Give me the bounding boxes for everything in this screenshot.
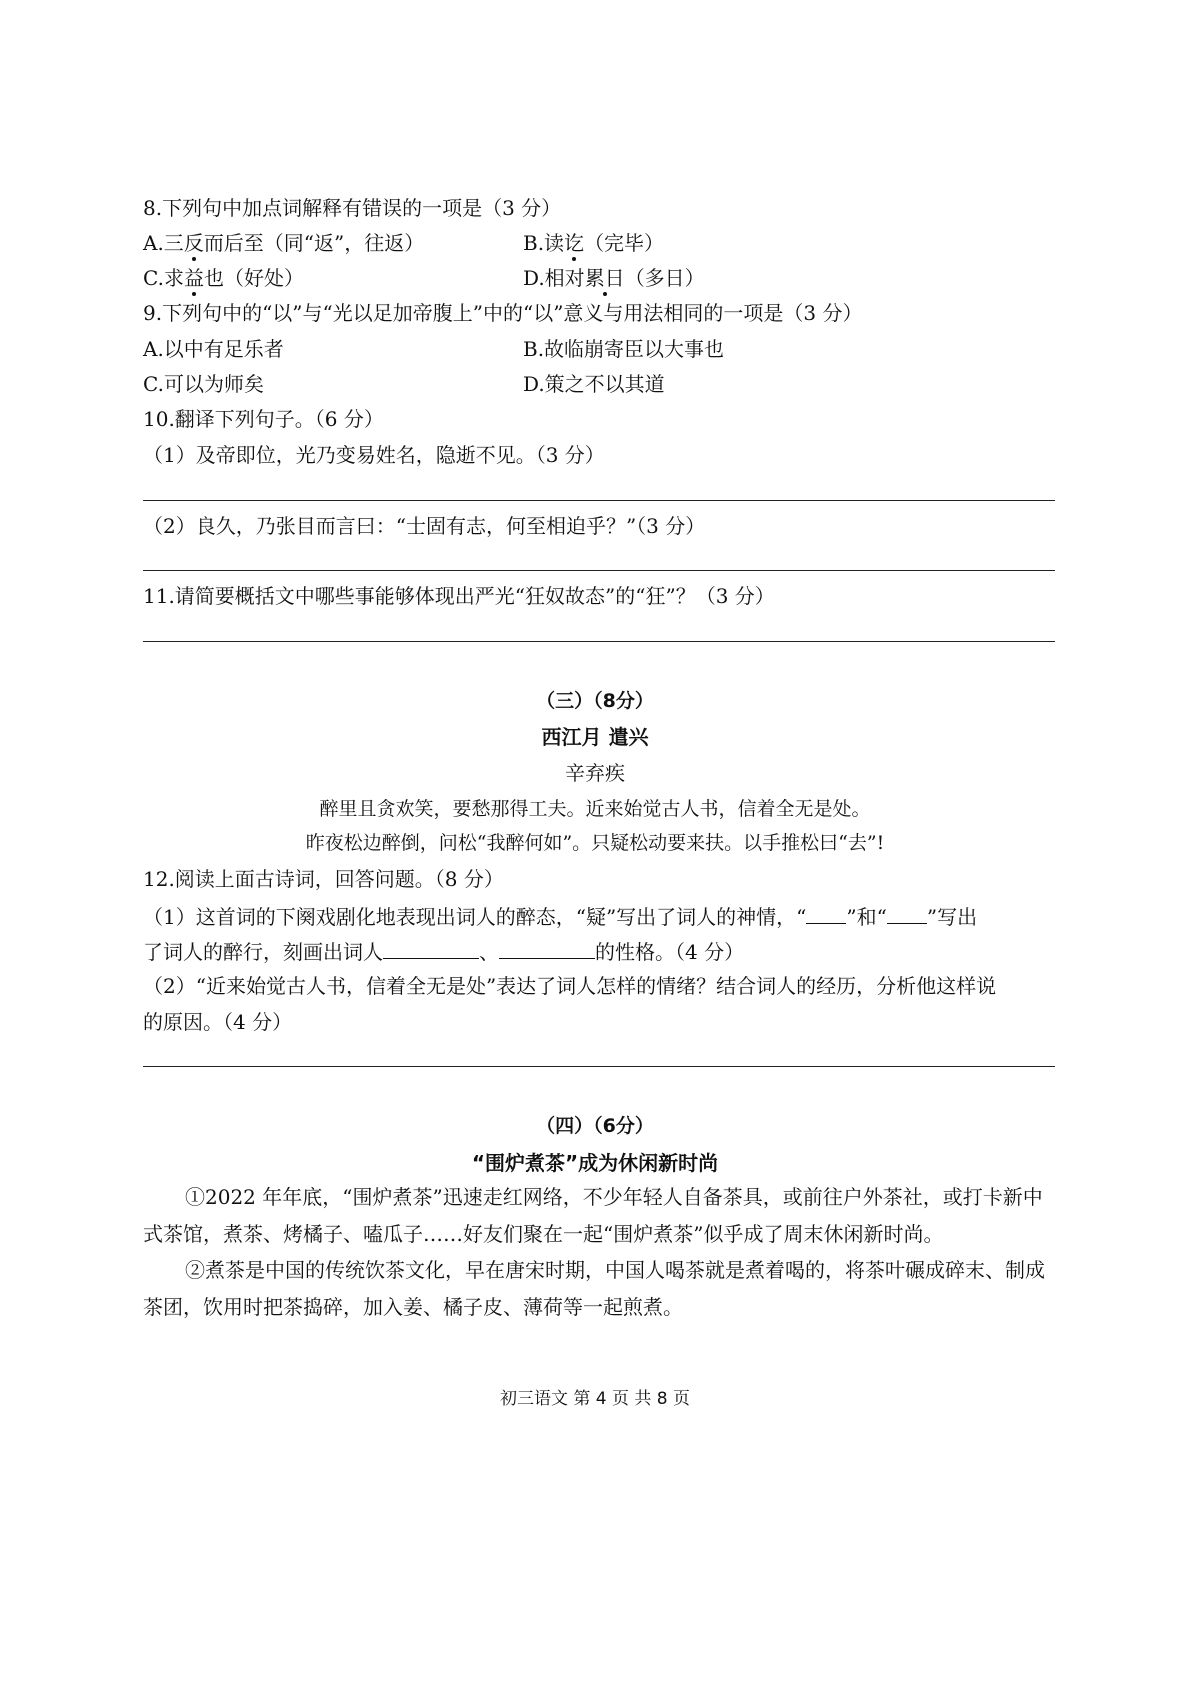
- q11-stem: 11.请简要概括文中哪些事能够体现出严光“狂奴故态”的“狂”？（3 分）: [143, 584, 775, 608]
- poem-title: 西江月 遣兴: [541, 725, 649, 749]
- answer-line[interactable]: [143, 641, 1055, 642]
- fill-blank[interactable]: [499, 940, 595, 959]
- poem-line-2: 昨夜松边醉倒，问松“我醉何如”。只疑松动要来扶。以手推松曰“去”!: [305, 832, 885, 854]
- q12-part-1-line-1: （1）这首词的下阕戏剧化地表现出词人的醉态，“疑”写出了词人的神情，“ ”和“ ”写出: [143, 905, 978, 929]
- q12-part-1-line-2: 了词人的醉行，刻画出词人 、 的性格。（4 分）: [143, 940, 745, 964]
- section-4-heading: （四）（6分）: [536, 1115, 654, 1137]
- dotted-word: 讫: [564, 231, 585, 255]
- q8-option-d: D.相对累日（多日）: [523, 266, 705, 290]
- section-3-heading: （三）（8分）: [536, 690, 654, 712]
- article-paragraph-2: ②煮茶是中国的传统饮茶文化，早在唐宋时期，中国人喝茶就是煮着喝的，将茶叶碾成碎末、制成茶团，饮用时把茶捣碎，加入姜、橘子皮、薄荷等一起煎煮。: [143, 1258, 1045, 1319]
- q10-stem: 10.翻译下列句子。（6 分）: [143, 407, 384, 431]
- poem-author: 辛弃疾: [565, 761, 625, 785]
- q12-part-2-line-1: （2）“近来始觉古人书，信着全无是处”表达了词人怎样的情绪？结合词人的经历，分析他这样说: [143, 974, 997, 998]
- article-title: “围炉煮茶”成为休闲新时尚: [471, 1151, 719, 1175]
- fill-blank[interactable]: [806, 905, 846, 924]
- dotted-word: 累日: [584, 266, 625, 290]
- q8-stem: 8.下列句中加点词解释有错误的一项是（3 分）: [143, 196, 562, 220]
- answer-line[interactable]: [143, 570, 1055, 571]
- poem-line-1: 醉里且贪欢笑，要愁那得工夫。近来始觉古人书，信着全无是处。: [319, 798, 871, 820]
- answer-line[interactable]: [143, 1066, 1055, 1067]
- q8-option-a: A.三反而后至（同“返”，往返）: [143, 231, 425, 255]
- article-paragraph-1: ①2022 年年底，“围炉煮茶”迅速走红网络，不少年轻人自备茶具，或前往户外茶社，或打卡新中式茶馆，煮茶、烤橘子、嗑瓜子……好友们聚在一起“围炉煮茶”似乎成了周末休闲新时尚。: [143, 1185, 1043, 1246]
- q9-option-a: A.以中有足乐者: [143, 337, 284, 361]
- q8-option-c: C.求益也（好处）: [143, 266, 304, 290]
- q9-option-d: D.策之不以其道: [523, 372, 665, 396]
- q8-option-b: B.读讫（完毕）: [523, 231, 665, 255]
- answer-line[interactable]: [143, 500, 1055, 501]
- q9-option-b: B.故临崩寄臣以大事也: [523, 337, 725, 361]
- fill-blank[interactable]: [383, 940, 479, 959]
- dotted-word: 益: [183, 266, 204, 290]
- dotted-word: 反: [183, 231, 204, 255]
- q10-sentence-1: （1）及帝即位，光乃变易姓名，隐逝不见。（3 分）: [143, 443, 605, 467]
- q12-stem: 12.阅读上面古诗词，回答问题。（8 分）: [143, 867, 504, 891]
- q9-option-c: C.可以为师矣: [143, 372, 264, 396]
- page-footer: 初三语文 第 4 页 共 8 页: [499, 1389, 691, 1409]
- fill-blank[interactable]: [887, 905, 927, 924]
- q10-sentence-2: （2）良久，乃张目而言曰：“士固有志，何至相迫乎？”（3 分）: [143, 514, 706, 538]
- q12-part-2-line-2: 的原因。（4 分）: [143, 1010, 293, 1034]
- q9-stem: 9.下列句中的“以”与“光以足加帝腹上”中的“以”意义与用法相同的一项是（3 分）: [143, 301, 863, 325]
